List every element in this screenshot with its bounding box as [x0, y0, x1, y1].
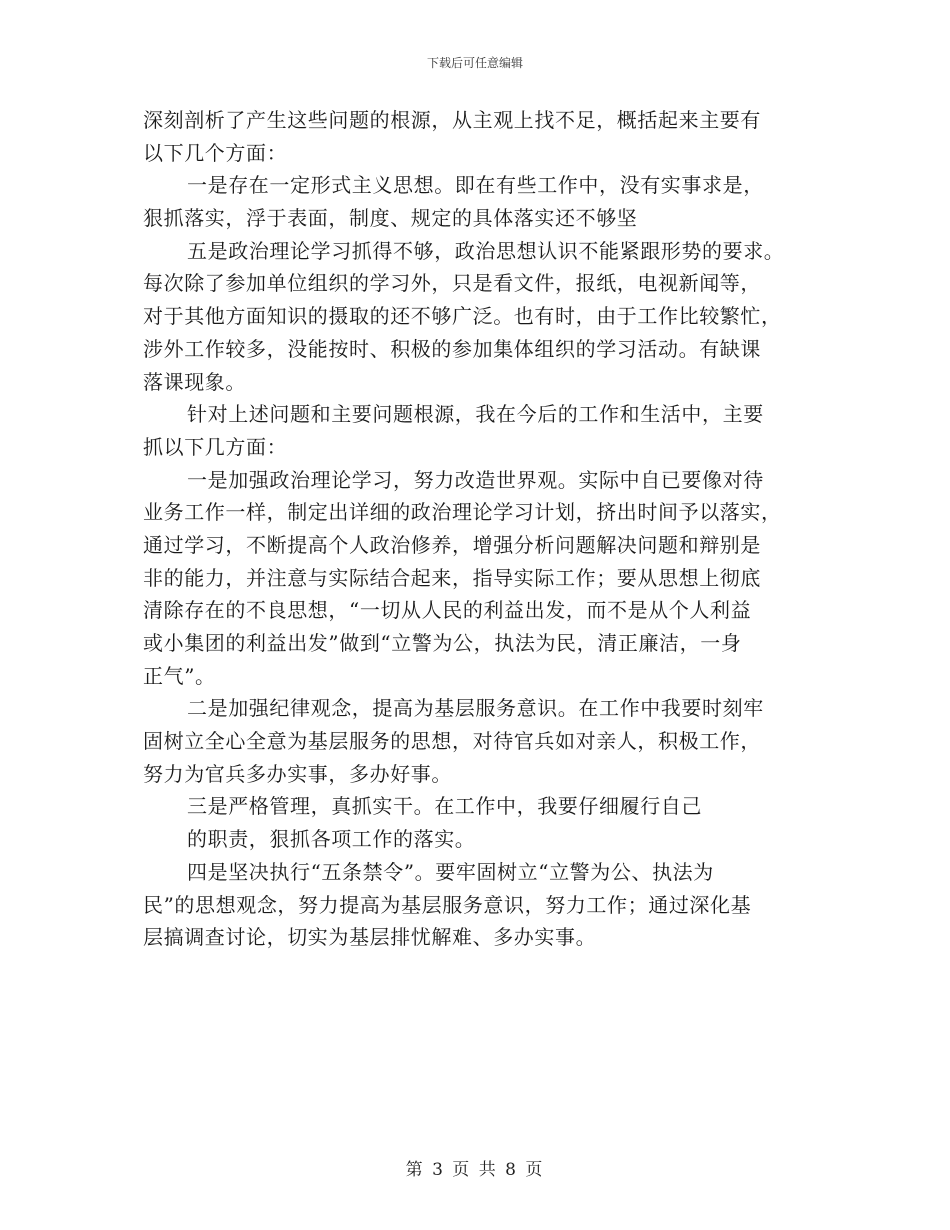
text-line: 狠抓落实，浮于表面，制度、规定的具体落实还不够坚: [143, 206, 638, 231]
text-line: 一是加强政治理论学习，努力改造世界观。实际中自已要像对待: [187, 467, 764, 492]
text-line: 三是严格管理，真抓实干。在工作中，我要仔细履行自己: [187, 794, 702, 819]
text-line: 四是坚决执行“五条禁令”。要牢固树立“立警为公、执法为: [187, 859, 714, 884]
text-line: 的职责，狠抓各项工作的落实。: [187, 827, 476, 852]
text-line: 清除存在的不良思想，“一切从人民的利益出发，而不是从个人利益: [143, 598, 752, 623]
text-line: 落课现象。: [143, 369, 246, 394]
text-line: 努力为官兵多办实事，多办好事。: [143, 761, 452, 786]
text-line: 一是存在一定形式主义思想。即在有些工作中，没有实事求是，: [187, 173, 764, 198]
text-line: 非的能力，并注意与实际结合起来，指导实际工作；要从思想上彻底: [143, 565, 761, 590]
text-line: 抓以下几方面：: [143, 434, 288, 459]
page-number: 第 3 页 共 8 页: [405, 1160, 545, 1180]
text-line: 层搞调查讨论，切实为基层排忧解难、多办实事。: [143, 925, 597, 950]
text-line: 正气”。: [143, 663, 216, 688]
text-line: 针对上述问题和主要问题根源，我在今后的工作和生活中，主要: [187, 402, 764, 427]
text-line: 五是政治理论学习抓得不够，政治思想认识不能紧跟形势的要求。: [187, 238, 785, 263]
text-line: 民”的思想观念，努力提高为基层服务意识，努力工作；通过深化基: [143, 892, 752, 917]
text-line: 深刻剖析了产生这些问题的根源，从主观上找不足，概括起来主要有: [143, 108, 761, 132]
text-line: 对于其他方面知识的摄取的还不够广泛。也有时，由于工作比较繁忙，: [143, 304, 782, 329]
text-line: 或小集团的利益出发”做到“立警为公，执法为民，清正廉洁，一身: [143, 631, 742, 655]
text-line: 通过学习，不断提高个人政治修养，增强分析问题解决问题和辩别是: [143, 532, 761, 557]
text-line: 每次除了参加单位组织的学习外，只是看文件，报纸，电视新闻等，: [143, 271, 761, 296]
document-body: [143, 104, 813, 954]
page-header: 下载后可任意编辑: [426, 56, 523, 70]
text-line: 固树立全心全意为基层服务的思想，对待官兵如对亲人，积极工作，: [143, 729, 761, 754]
text-line: 涉外工作较多，没能按时、积极的参加集体组织的学习活动。有缺课: [143, 336, 761, 361]
text-line: 以下几个方面：: [143, 140, 288, 165]
text-line: 业务工作一样，制定出详细的政治理论学习计划，挤出时间予以落实，: [143, 500, 782, 525]
text-line: 二是加强纪律观念，提高为基层服务意识。在工作中我要时刻牢: [187, 696, 764, 721]
